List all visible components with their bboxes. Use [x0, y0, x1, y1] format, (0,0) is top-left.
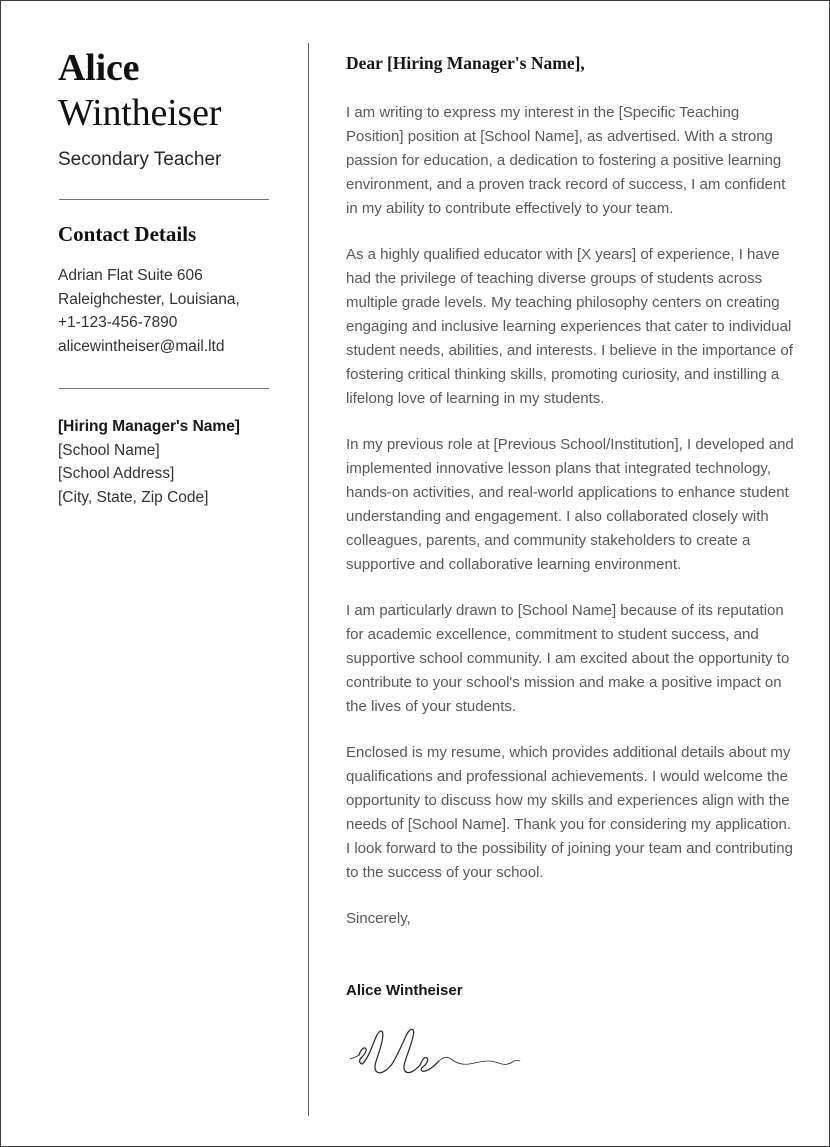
letter-paragraph-5: Enclosed is my resume, which provides additional details about my qualifications and professional achievements. I would welcome the opportunity to discuss how my skills and experiences align with the needs of [School Name]. Thank you for considering my application. I look forward to the possibility of joining your team and contributing to the success of your school. [346, 744, 793, 881]
letter-signature-name: Alice Wintheiser [346, 982, 463, 999]
contact-phone[interactable]: +1-123-456-7890 [58, 314, 178, 331]
contact-details-list [58, 264, 269, 358]
letter-body [309, 1, 829, 1146]
candidate-last-name: Wintheiser [58, 92, 222, 134]
contact-details-heading: Contact Details [58, 222, 197, 246]
recipient-name: [Hiring Manager's Name] [58, 418, 240, 435]
candidate-first-name: Alice [58, 47, 140, 89]
divider-rule-top [59, 199, 269, 200]
letter-salutation: Dear [Hiring Manager's Name], [346, 53, 585, 73]
letter-closing: Sincerely, [346, 910, 411, 927]
handwritten-signature-icon [348, 1019, 523, 1089]
contact-email[interactable]: alicewintheiser@mail.ltd [58, 337, 225, 355]
letter-paragraph-4: I am particularly drawn to [School Name] because of its reputation for academic excellence, commitment to student success, and supportive school community. I am excited about the opportunity to contribute to your school's mission and make a positive impact on the lives of your students. [346, 602, 790, 715]
candidate-job-title: Secondary Teacher [58, 149, 222, 170]
page-content [1, 1, 829, 1146]
contact-address-line-2: Raleighchester, Louisiana, [58, 290, 240, 308]
recipient-city-state-zip: [City, State, Zip Code] [58, 488, 209, 506]
column-divider [308, 43, 309, 1116]
letter-paragraph-1: I am writing to express my interest in the [Specific Teaching Position] position at [School Name], as advertised. With a strong passion for education, a dedication to fostering a positive learning environment, and a proven track record of success, I am confident in my ability to contribute effectively to your team. [346, 104, 786, 217]
recipient-block [58, 415, 269, 509]
recipient-school-name: [School Name] [58, 441, 160, 459]
candidate-name [58, 46, 269, 136]
letter-paragraph-2: As a highly qualified educator with [X years] of experience, I have had the privilege of teaching diverse groups of students across multiple grade levels. My teaching philosophy centers on creating engaging and inclusive learning experiences that cater to individual student needs, abilities, and interests. I believe in the importance of fostering critical thinking skills, promoting curiosity, and instilling a lifelong love of learning in my students. [346, 246, 793, 407]
divider-rule-bottom [59, 388, 269, 389]
letter-paragraph-3: In my previous role at [Previous School/Institution], I developed and implemented innovative lesson plans that integrated technology, hands-on activities, and real-world applications to enhance student understanding and engagement. I also collaborated closely with colleagues, parents, and community stakeholders to create a supportive and collaborative learning environment. [346, 436, 794, 573]
recipient-school-address: [School Address] [58, 465, 175, 482]
sidebar [1, 1, 309, 1146]
contact-address-line-1: Adrian Flat Suite 606 [58, 267, 203, 284]
